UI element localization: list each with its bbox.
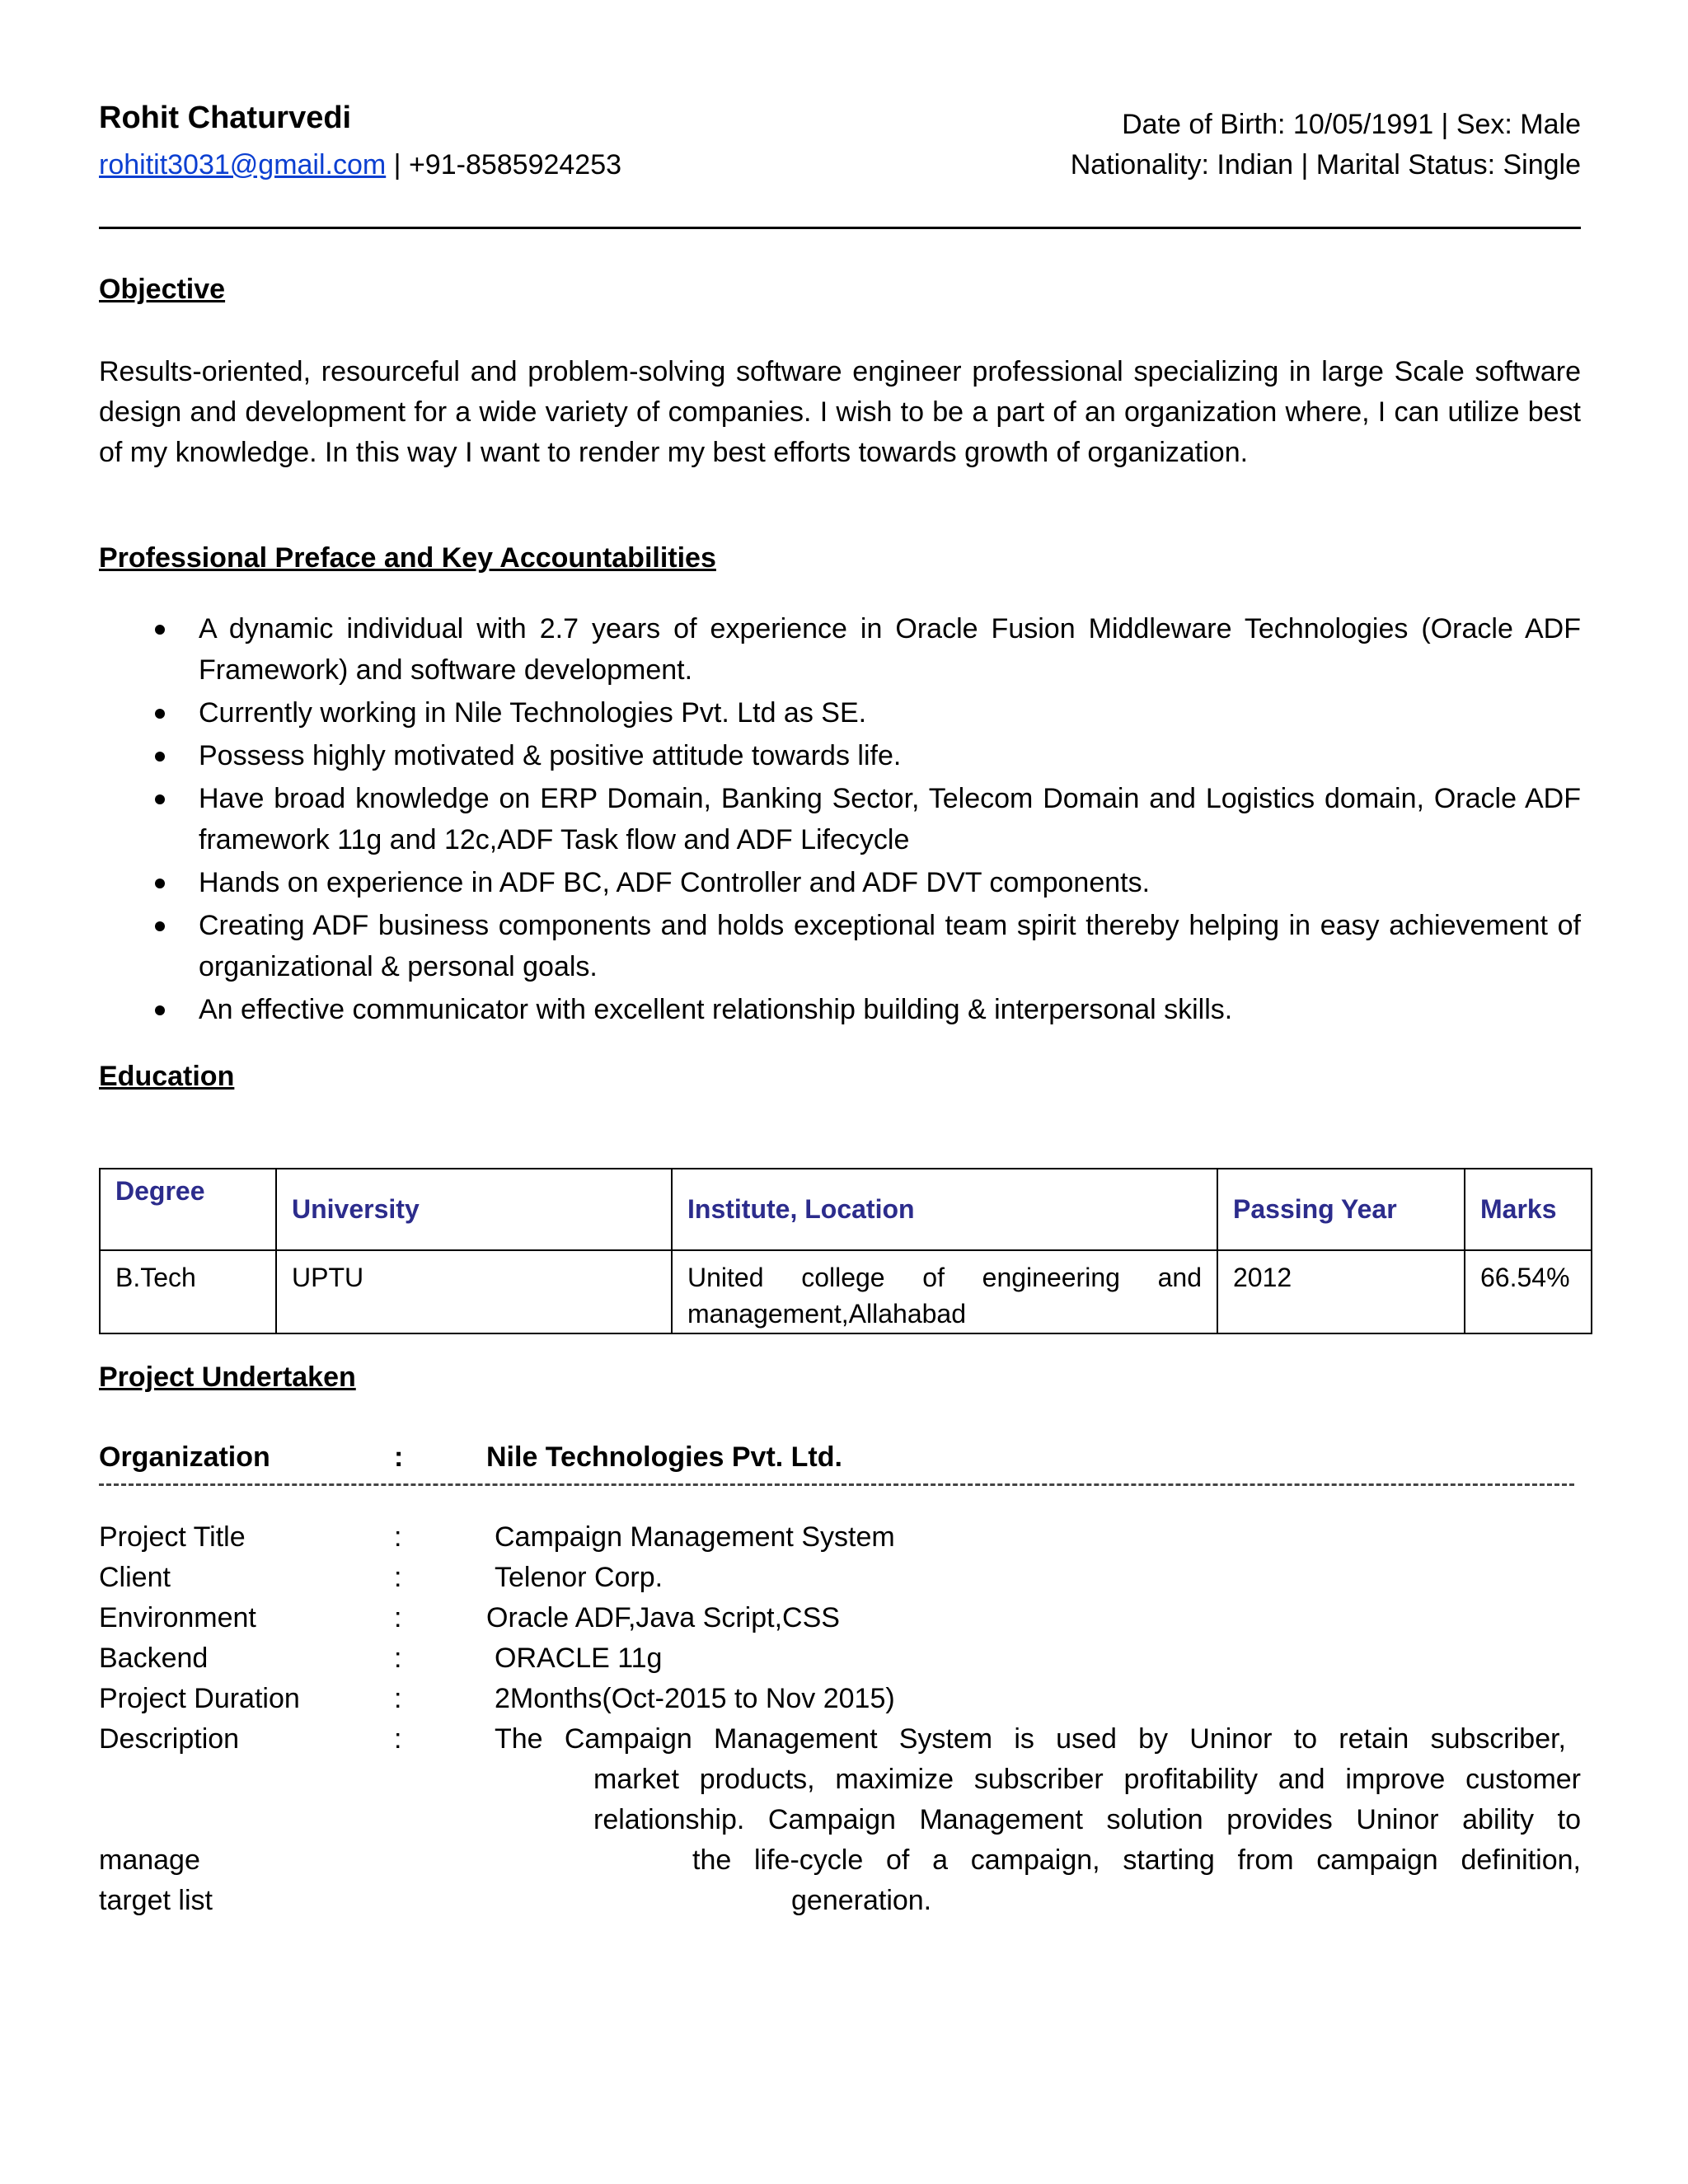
list-item: A dynamic individual with 2.7 years of experience in Oracle Fusion Middleware Technologies (Oracle ADF Framework) and software development. [99,608,1581,691]
preface-heading: Professional Preface and Key Accountabilities [99,542,716,574]
bullet-icon [155,752,165,762]
candidate-name: Rohit Chaturvedi [99,101,352,135]
description-line-5: generation. [791,1885,932,1916]
dashed-divider [99,1483,1574,1486]
client-label: Client [99,1562,171,1593]
list-item: Creating ADF business components and holds exceptional team spirit thereby helping in easy achievement of organizational & personal goals. [99,905,1581,987]
client-colon: : [394,1562,402,1593]
col-passing-year: Passing Year [1217,1169,1465,1250]
description-colon: : [394,1723,402,1755]
duration-value: 2Months(Oct-2015 to Nov 2015) [495,1683,895,1714]
org-value: Nile Technologies Pvt. Ltd. [486,1441,842,1473]
header-divider [99,227,1581,229]
cell-passing-year: 2012 [1217,1250,1465,1333]
description-label: Description [99,1723,240,1755]
cell-marks: 66.54% [1465,1250,1592,1333]
contact-line [99,145,621,185]
duration-colon: : [394,1683,402,1714]
cell-university: UPTU [276,1250,672,1333]
bullet-icon [155,794,165,804]
project-heading: Project Undertaken [99,1361,356,1393]
bullet-icon [155,921,165,931]
description-line-3: relationship. Campaign Management solution provides Uninor ability to [593,1804,1581,1835]
col-marks: Marks [1465,1169,1592,1250]
backend-colon: : [394,1643,402,1674]
list-item: Have broad knowledge on ERP Domain, Banking Sector, Telecom Domain and Logistics domain, Oracle ADF framework 11g and 12c,ADF Task flow and ADF Lifecycle [99,778,1581,860]
col-degree: Degree [100,1169,276,1250]
bullet-icon [155,1005,165,1015]
backend-label: Backend [99,1643,209,1674]
duration-label: Project Duration [99,1683,300,1714]
client-value: Telenor Corp. [495,1562,663,1593]
col-institute: Institute, Location [672,1169,1217,1250]
phone-number: | +91-8585924253 [393,149,622,180]
backend-value: ORACLE 11g [495,1643,663,1674]
objective-heading: Objective [99,274,226,305]
cell-institute: United college of engineering and management,Allahabad [672,1250,1217,1333]
bullet-icon [155,879,165,888]
description-manage: manage [99,1844,200,1876]
description-line-2: market products, maximize subscriber profitability and improve customer [593,1764,1581,1795]
description-line-4: the life-cycle of a campaign, starting from campaign definition, [692,1844,1581,1876]
environment-colon: : [394,1602,402,1633]
title-value: Campaign Management System [495,1521,895,1553]
table-row [100,1250,1592,1333]
description-target-list: target list [99,1885,213,1916]
list-item: Possess highly motivated & positive attitude towards life. [99,735,1581,776]
environment-value: Oracle ADF,Java Script,CSS [486,1602,840,1633]
org-colon: : [394,1441,404,1473]
objective-text: Results-oriented, resourceful and problem-solving software engineer professional specializing in large Scale software design and development for a wide variety of companies. I wish to be a part of an organization where, I can utilize best of my knowledge. In this way I want to render my best efforts towards growth of organization. [99,356,1581,468]
bullet-icon [155,709,165,719]
col-university: University [276,1169,672,1250]
nationality-line: Nationality: Indian | Marital Status: Single [1070,149,1581,180]
environment-label: Environment [99,1602,256,1633]
education-heading: Education [99,1061,235,1092]
dob-line: Date of Birth: 10/05/1991 | Sex: Male [1122,109,1581,140]
title-label: Project Title [99,1521,246,1553]
list-item: An effective communicator with excellent relationship building & interpersonal skills. [99,989,1581,1030]
email-link[interactable]: rohitit3031@gmail.com [99,149,387,180]
description-line-1: The Campaign Management System is used by Uninor to retain subscriber, [495,1723,1566,1755]
preface-list [99,608,1581,1032]
bullet-icon [155,625,165,635]
cell-degree: B.Tech [100,1250,276,1333]
org-label: Organization [99,1441,270,1473]
table-header-row [100,1169,1592,1250]
title-colon: : [394,1521,402,1553]
list-item: Hands on experience in ADF BC, ADF Controller and ADF DVT components. [99,862,1581,903]
education-table [99,1168,1592,1334]
list-item: Currently working in Nile Technologies Pvt. Ltd as SE. [99,692,1581,733]
